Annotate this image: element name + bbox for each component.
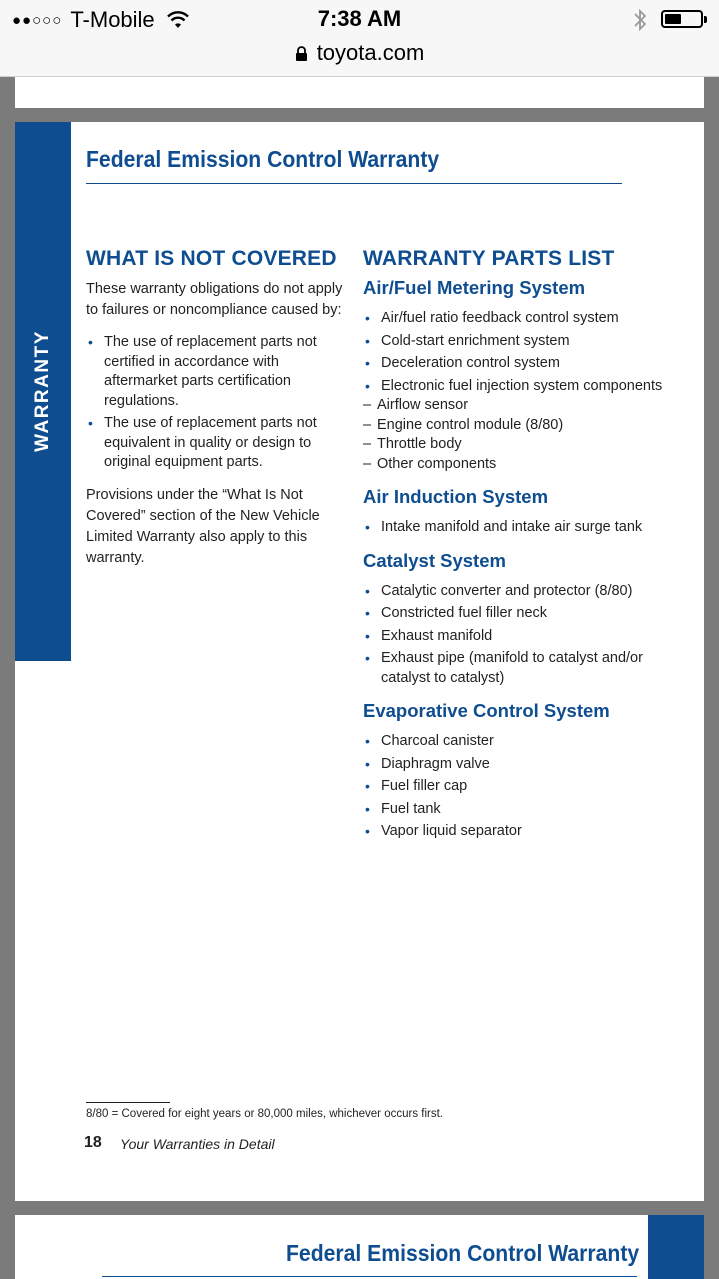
not-covered-list (86, 333, 348, 473)
page-number: 18 (84, 1134, 102, 1151)
list-item: • The use of replacement parts not equivalent in quality or design to original equipment parts. (86, 414, 348, 473)
provisions-text: Provisions under the “What Is Not Covered” section of the New Vehicle Limited Warranty also apply to this warranty. (86, 486, 320, 566)
footnote: 8/80 = Covered for eight years or 80,000 miles, whichever occurs first. (86, 1108, 443, 1120)
signal-strength-icon: ●●○○○ (12, 11, 63, 29)
section-heading: Air/Fuel Metering System (363, 277, 586, 298)
lock-icon (295, 46, 308, 61)
title-divider (86, 183, 622, 184)
air-fuel-metering-list (363, 309, 663, 474)
url-text[interactable]: toyota.com (316, 40, 425, 65)
list-item: • Deceleration control system (363, 354, 663, 374)
air-induction-list (363, 518, 663, 538)
previous-page-edge (15, 77, 704, 108)
footnote-divider (86, 1102, 170, 1103)
evaporative-list (363, 732, 663, 842)
page-title: Federal Emission Control Warranty (86, 146, 440, 172)
list-item: • Cold-start enrichment system (363, 332, 663, 352)
next-page (15, 1215, 704, 1279)
list-item: • Fuel tank (363, 800, 663, 820)
sub-list-item: – Airflow sensor (363, 396, 663, 416)
next-page-title-divider (102, 1276, 637, 1277)
list-item: • Constricted fuel filler neck (363, 604, 663, 624)
sub-list-item: – Throttle body (363, 435, 663, 455)
next-page-side-tab (648, 1215, 704, 1279)
section-heading: Air Induction System (363, 486, 549, 507)
battery-icon (661, 10, 703, 28)
section-heading: Evaporative Control System (363, 700, 610, 721)
right-column (363, 247, 663, 854)
left-column (86, 247, 348, 581)
carrier-name: T-Mobile (70, 7, 155, 32)
list-item: • Intake manifold and intake air surge tank (363, 518, 663, 538)
section-heading: Catalyst System (363, 549, 506, 571)
list-item (363, 377, 663, 475)
list-item: • Diaphragm valve (363, 755, 663, 775)
parts-list-heading: WARRANTY PARTS LIST (363, 247, 615, 270)
list-item: • Exhaust manifold (363, 627, 663, 647)
sub-list (377, 396, 663, 474)
page-footer-title: Your Warranties in Detail (120, 1136, 275, 1152)
list-item: • Air/fuel ratio feedback control system (363, 309, 663, 329)
next-page-title: Federal Emission Control Warranty (286, 1240, 640, 1266)
list-item: • Catalytic converter and protector (8/80) (363, 582, 663, 602)
status-time: 7:38 AM (317, 6, 402, 31)
document-page (15, 122, 704, 1201)
sub-list-item: – Engine control module (8/80) (363, 416, 663, 436)
list-item: • Fuel filler cap (363, 777, 663, 797)
list-item: • Vapor liquid separator (363, 822, 663, 842)
section-side-tab (15, 122, 71, 661)
list-item: • Charcoal canister (363, 732, 663, 752)
list-item: • The use of replacement parts not certified in accordance with aftermarket parts certification regulations. (86, 333, 348, 411)
sub-list-item: – Other components (363, 455, 663, 475)
side-tab-label: WARRANTY (32, 330, 53, 452)
list-item: • Exhaust pipe (manifold to catalyst and/or catalyst to catalyst) (363, 649, 663, 688)
list-item-text: Electronic fuel injection system components (381, 377, 663, 394)
status-bar (0, 0, 719, 77)
bluetooth-icon (633, 8, 647, 32)
not-covered-heading: WHAT IS NOT COVERED (86, 247, 337, 270)
not-covered-intro: These warranty obligations do not apply to failures or noncompliance caused by: (86, 281, 343, 318)
address-bar[interactable] (0, 40, 719, 66)
catalyst-list (363, 582, 663, 689)
